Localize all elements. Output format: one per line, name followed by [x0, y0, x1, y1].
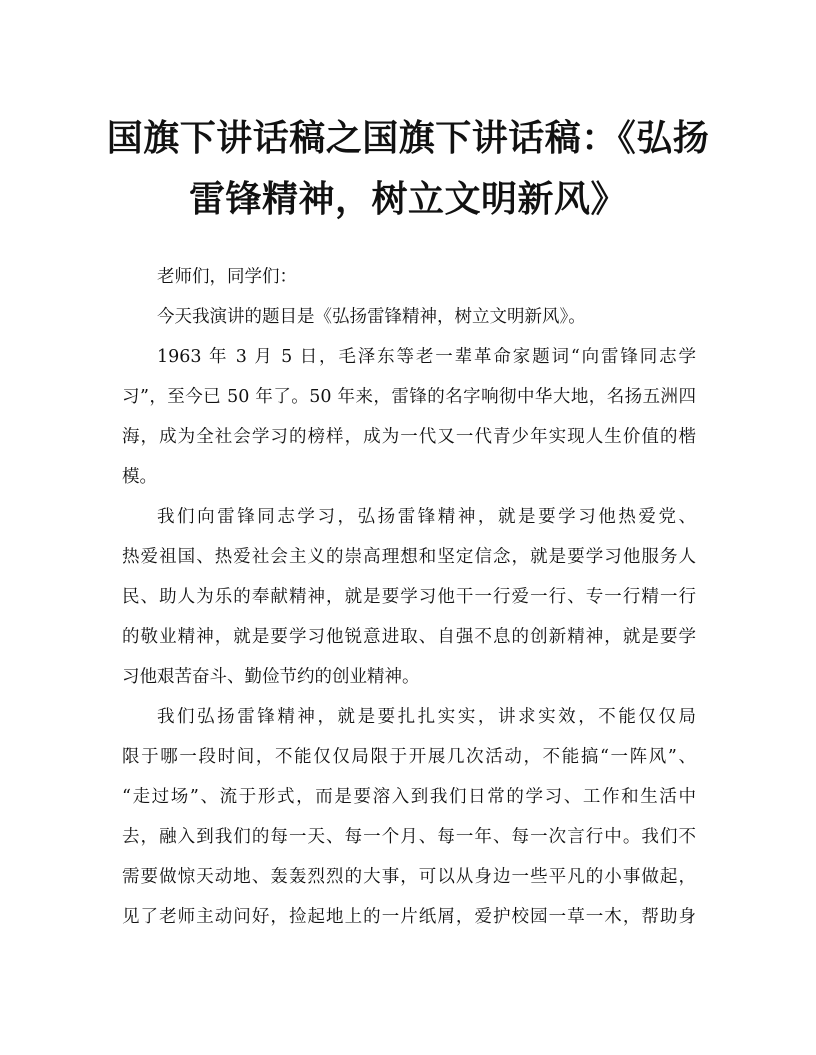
text-line: 今天我演讲的题目是《弘扬雷锋精神，树立文明新风》。 [157, 307, 586, 327]
text-line: 的敬业精神，就是要学习他锐意进取、自强不息的创新精神，就是要学 [122, 627, 696, 647]
document-body [122, 257, 696, 937]
text-line: 去，融入到我们的每一天、每一个月、每一年、每一次言行中。我们不 [122, 827, 696, 847]
text-line: 老师们，同学们： [157, 267, 297, 287]
text-line: 我们弘扬雷锋精神，就是要扎扎实实，讲求实效，不能仅仅局 [157, 707, 696, 727]
text-line: 见了老师主动问好，捡起地上的一片纸屑，爱护校园一草一木，帮助身 [122, 907, 696, 927]
text-line: 需要做惊天动地、轰轰烈烈的大事，可以从身边一些平凡的小事做起， [122, 867, 696, 887]
text-line: 模。 [122, 467, 157, 487]
text-line: 1963 年 3 月 5 日，毛泽东等老一辈革命家题词“向雷锋同志学 [157, 347, 696, 367]
paragraph-practice [122, 697, 696, 937]
text-line: 习”，至今已 50 年了。50 年来，雷锋的名字响彻中华大地，名扬五洲四 [122, 387, 696, 407]
text-line: 民、助人为乐的奉献精神，就是要学习他干一行爱一行、专一行精一行 [122, 587, 696, 607]
document-title [96, 108, 720, 230]
text-line: 热爱祖国、热爱社会主义的崇高理想和坚定信念，就是要学习他服务人 [122, 547, 696, 567]
text-line: 限于哪一段时间，不能仅仅局限于开展几次活动，不能搞“一阵风”、 [122, 747, 696, 767]
paragraph-history [122, 337, 696, 497]
paragraph-learning [122, 497, 696, 697]
paragraph-greeting [122, 257, 696, 297]
text-line: 习他艰苦奋斗、勤俭节约的创业精神。 [122, 667, 420, 687]
title-line-1: 国旗下讲话稿之国旗下讲话稿：《弘扬 [106, 117, 710, 159]
text-line: “走过场”、流于形式，而是要溶入到我们日常的学习、工作和生活中 [122, 787, 696, 807]
text-line: 我们向雷锋同志学习，弘扬雷锋精神，就是要学习他热爱党、 [157, 507, 696, 527]
title-line-2: 雷锋精神，树立文明新风》 [188, 178, 627, 220]
text-line: 海，成为全社会学习的榜样，成为一代又一代青少年实现人生价值的楷 [122, 427, 696, 447]
paragraph-topic [122, 297, 696, 337]
